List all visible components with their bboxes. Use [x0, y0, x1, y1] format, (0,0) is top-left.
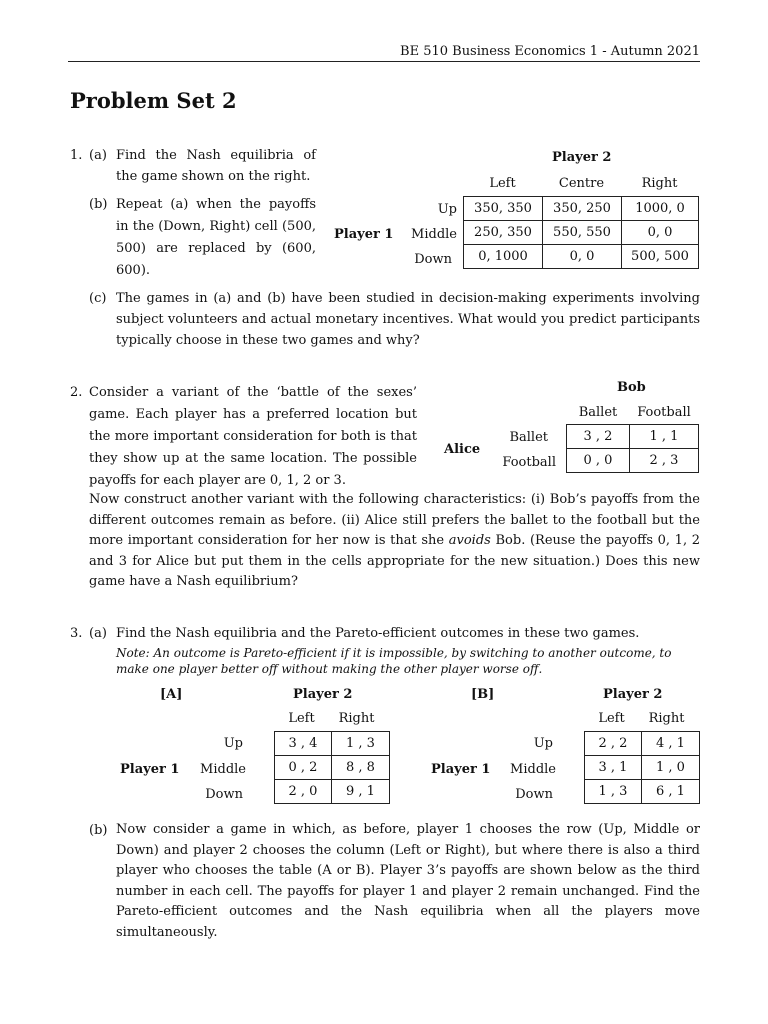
q1-number: 1. [70, 148, 83, 163]
q1-payoff-table [463, 196, 699, 269]
q2-cell: 1 , 1 [630, 425, 699, 449]
q1-cell: 1000, 0 [622, 197, 699, 221]
q3a-text: Find the Nash equilibria and the Pareto-efficient outcomes in these two games. [116, 626, 640, 641]
q3-tableB-row-middle: Middle [510, 762, 556, 777]
pareto-note: Note: An outcome is Pareto-efficient if it is impossible, by switching to another outcome, to make one player better off without making the other player worse off. [116, 646, 672, 676]
q1-cell: 550, 550 [543, 221, 622, 245]
q1-cell: 500, 500 [622, 245, 699, 269]
q1-col-player: Player 2 [552, 150, 612, 165]
q3A-cell: 9 , 1 [332, 780, 390, 804]
q3-tableB-col-left: Left [598, 711, 625, 726]
q3a-label: (a) [89, 626, 107, 641]
q3B-cell: 2 , 2 [585, 732, 642, 756]
q1-col-right: Right [641, 176, 678, 191]
q3-tableA [274, 731, 390, 804]
q3-tableB-row-up: Up [533, 736, 553, 751]
q3B-cell: 3 , 1 [585, 756, 642, 780]
q2-text: Consider a variant of the ‘battle of the sexes’ game. Each player has a preferred location but the more important consideration for both is that they show up at the same location. The possible payoffs for each player are 0, 1, 2 or 3. [89, 385, 417, 488]
q3B-cell: 6 , 1 [642, 780, 700, 804]
q2-row-ballet: Ballet [509, 430, 548, 445]
q3-tableA-row-down: Down [205, 787, 243, 802]
q1-col-centre: Centre [558, 176, 605, 191]
q3-tableB [584, 731, 700, 804]
q3-tableA-col-right: Right [338, 711, 375, 726]
q1a-label: (a) [89, 148, 107, 163]
q1c-label: (c) [89, 291, 107, 306]
q1-cell: 0, 1000 [464, 245, 543, 269]
q2-number: 2. [70, 385, 83, 400]
q3-tableA-col-left: Left [288, 711, 315, 726]
q3A-cell: 0 , 2 [275, 756, 332, 780]
q3-tableB-col-right: Right [648, 711, 685, 726]
q2-col-ballet: Ballet [578, 405, 618, 420]
q2-payoff-table [566, 424, 699, 473]
q3-tableB-col-player: Player 2 [603, 687, 663, 702]
q3b-text: Now consider a game in which, as before, player 1 chooses the row (Up, Middle or Down) and player 2 chooses the column (Left or Right), but where there is also a third player who chooses the table (A or B). Player 3’s payoffs are shown below as the third number in each cell. The payoffs for player 1 and player 2 remain unchanged. Find the Pareto-efficient outcomes and the Nash equilibria when all the players move simultaneously. [116, 822, 700, 940]
q1-row-down: Down [414, 252, 452, 267]
q1-row-middle: Middle [411, 227, 457, 242]
q1-row-player: Player 1 [334, 227, 394, 242]
q2-cell: 3 , 2 [567, 425, 630, 449]
q3-number: 3. [70, 626, 83, 641]
q3-tableB-row-player: Player 1 [431, 762, 491, 777]
q3B-cell: 4 , 1 [642, 732, 700, 756]
q3-tableA-tag: [A] [160, 687, 183, 702]
q2-text2-emphasis: avoids [448, 533, 491, 548]
q2-row-player: Alice [444, 442, 481, 457]
course-header: BE 510 Business Economics 1 - Autumn 2021 [400, 44, 700, 59]
q1c-text: The games in (a) and (b) have been studied in decision-making experiments involving subject volunteers and actual monetary incentives. What would you predict participants typically choose in these two games and why? [116, 291, 700, 348]
q2-text2 [89, 490, 700, 593]
q1-cell: 250, 350 [464, 221, 543, 245]
q3-tableB-row-down: Down [515, 787, 553, 802]
q3B-cell: 1 , 3 [585, 780, 642, 804]
q1b-label: (b) [89, 197, 108, 212]
q3B-cell: 1 , 0 [642, 756, 700, 780]
q3-tableA-row-up: Up [223, 736, 243, 751]
q3A-cell: 8 , 8 [332, 756, 390, 780]
q3A-cell: 3 , 4 [275, 732, 332, 756]
q3A-cell: 2 , 0 [275, 780, 332, 804]
header-rule [68, 61, 700, 62]
q2-text2-part2: Bob. (Reuse the payoffs 0, 1, 2 and 3 for Alice but put them in the cells appropriate for the new situation.) Does this new game have a Nash equilibrium? [89, 533, 701, 589]
q2-cell: 0 , 0 [567, 449, 630, 473]
q1-cell: 350, 250 [543, 197, 622, 221]
q1-col-left: Left [489, 176, 516, 191]
q1-cell: 350, 350 [464, 197, 543, 221]
q2-col-football: Football [637, 405, 691, 420]
q1a-text: Find the Nash equilibria of the game shown on the right. [116, 148, 316, 184]
q1-cell: 0, 0 [622, 221, 699, 245]
q3-tableA-row-middle: Middle [200, 762, 246, 777]
q3b-label: (b) [89, 823, 108, 838]
q3-tableB-tag: [B] [471, 687, 495, 702]
q3-tableA-row-player: Player 1 [120, 762, 180, 777]
q3-tableA-col-player: Player 2 [293, 687, 353, 702]
q3A-cell: 1 , 3 [332, 732, 390, 756]
q1-cell: 0, 0 [543, 245, 622, 269]
q1b-text: Repeat (a) when the payoffs in the (Down, Right) cell (500, 500) are replaced by (600, 600). [116, 197, 316, 278]
q1-row-up: Up [437, 202, 457, 217]
q2-text2-part1: Now construct another variant with the following characteristics: (i) Bob’s payoffs from the different outcomes remain as before. (ii) Alice still prefers the ballet to the football but the more important consideration for her now is that she [89, 492, 700, 548]
q2-col-player: Bob [617, 380, 646, 395]
page-title: Problem Set 2 [70, 88, 237, 113]
q2-row-football: Football [502, 455, 556, 470]
q2-cell: 2 , 3 [630, 449, 699, 473]
